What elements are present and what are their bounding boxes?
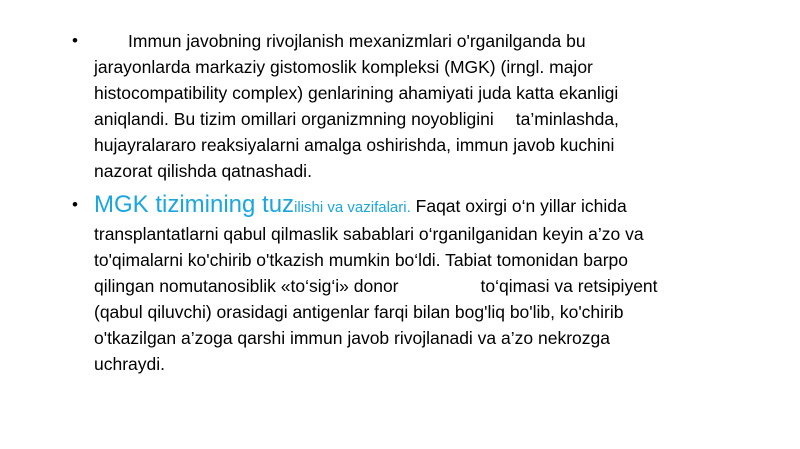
paragraph-line: hujayralararo reaksiyalarni amalga oshirishda, immun javob kuchini [94,135,615,155]
paragraph-line: jarayonlarda markaziy gistomoslik kompleksi (MGK) (irngl. major [94,57,593,77]
paragraph-line: (qabul qiluvchi) orasidagi antigenlar farqi bilan bog'liq bo'lib, ko'chirib [94,302,624,322]
paragraph-line: histocompatibility complex) genlarining ahamiyati juda katta ekanligi [94,83,619,103]
paragraph-line: to‘qimasi va retsipiyent [480,276,658,296]
paragraph-line: ta’minlashda, [515,109,619,129]
bullet-item-mgk-intro [72,28,752,184]
bullet-item-mgk-structure [72,192,752,377]
paragraph-line: to'qimalarni ko'chirib o'tkazish mumkin bo‘ldi. Tabiat tomonidan barpo [94,250,628,270]
section-heading-large: MGK tizimining tuz [94,191,295,218]
section-heading-small: ilishi va vazifalari. [294,199,411,216]
bullet-icon: • [72,195,78,214]
paragraph-line: aniqlandi. Bu tizim omillari organizmning noyobligini [94,109,494,129]
paragraph-line: qilingan nomutanosiblik «to‘sig‘i» donor [94,276,399,296]
bullet-list [72,28,752,377]
paragraph-line: Immun javobning rivojlanish mexanizmlari o'rganilganda bu [128,31,586,51]
paragraph-line: transplantatlarni qabul qilmaslik sabablari o‘rganilganidan keyin a’zo va [94,224,644,244]
paragraph-line: nazorat qilishda qatnashadi. [94,161,312,181]
paragraph-line: uchraydi. [94,354,166,374]
paragraph-line: o'tkazilgan a’zoga qarshi immun javob rivojlanadi va a’zo nekrozga [94,328,610,348]
bullet-icon: • [72,31,78,50]
paragraph-line: Faqat oxirgi o‘n yillar ichida [410,196,627,216]
